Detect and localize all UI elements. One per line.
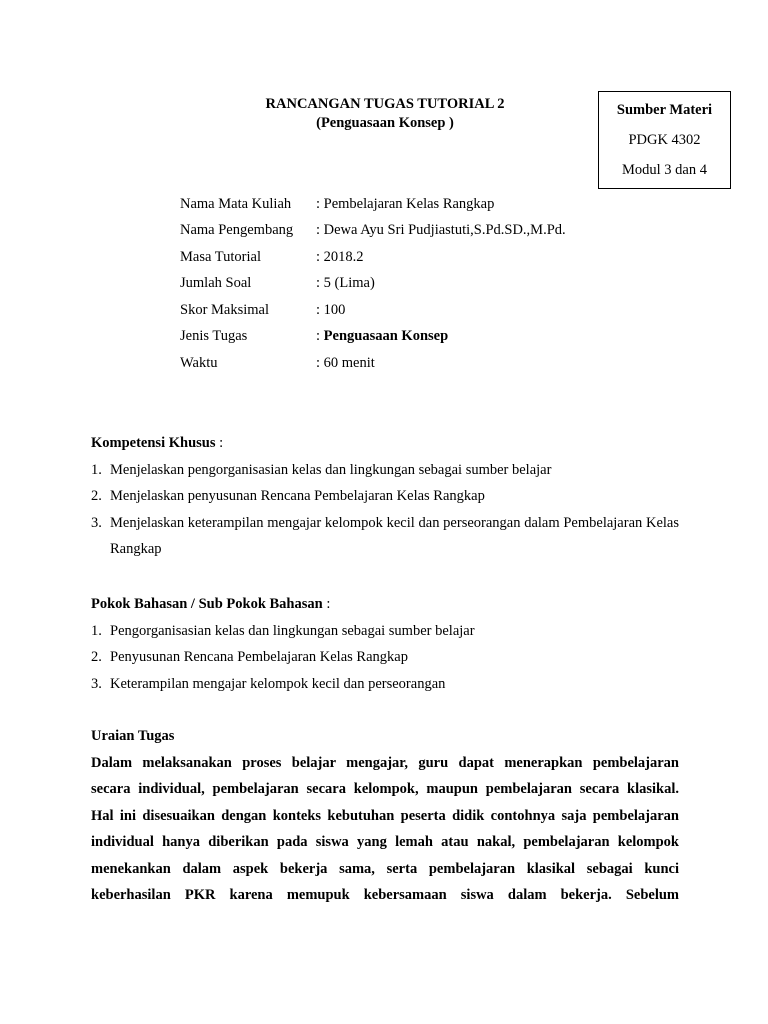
list-text: Penyusunan Rencana Pembelajaran Kelas Rangkap [110, 649, 408, 665]
uraian-tugas-title: Uraian Tugas [91, 728, 175, 744]
list-text: Keterampilan mengajar kelompok kecil dan perseorangan [110, 675, 446, 692]
list-text: Menjelaskan keterampilan mengajar kelompok kecil dan perseorangan dalam Pembelajaran Kelas Rangkap [110, 514, 679, 557]
list-item [91, 483, 679, 510]
list-number: 1. [91, 622, 102, 639]
uraian-line: keberhasilan PKR karena memupuk kebersamaan siswa dalam bekerja. Sebelum [91, 887, 679, 903]
info-label: Nama Mata Kuliah [180, 195, 292, 212]
info-row [180, 350, 566, 377]
info-row [180, 244, 566, 271]
info-row [180, 297, 566, 324]
info-value-prefix: : [316, 328, 324, 345]
module-range: Modul 3 dan 4 [622, 162, 707, 178]
info-row [180, 324, 566, 351]
pokok-bahasan-title: Pokok Bahasan / Sub Pokok Bahasan [91, 596, 323, 612]
course-code: PDGK 4302 [628, 132, 701, 148]
info-label: Masa Tutorial [180, 248, 261, 265]
uraian-line: Hal ini disesuaikan dengan konteks kebutuhan peserta didik contohnya saja pembelajaran [91, 807, 679, 824]
info-value: : Pembelajaran Kelas Rangkap [316, 195, 495, 212]
section-title [91, 430, 679, 457]
info-value [316, 324, 566, 351]
uraian-line: menekankan dalam aspek bekerja sama, serta pembelajaran klasikal sebagai kunci [91, 860, 679, 877]
list-number: 2. [91, 649, 102, 665]
pokok-bahasan-section [91, 591, 679, 697]
list-item [91, 618, 679, 645]
kompetensi-title: Kompetensi Khusus [91, 435, 216, 451]
list-text: Menjelaskan penyusunan Rencana Pembelajaran Kelas Rangkap [110, 488, 485, 504]
info-value: : 5 (Lima) [316, 275, 375, 292]
course-info-table [180, 191, 566, 377]
info-label: Waktu [180, 354, 218, 371]
uraian-line: Dalam melaksanakan proses belajar mengajar, guru dapat menerapkan pembelajaran [91, 754, 679, 771]
uraian-tugas-section [91, 723, 679, 909]
title-colon: : [215, 435, 224, 451]
kompetensi-section [91, 430, 679, 563]
info-row [180, 271, 566, 298]
info-value: : 60 menit [316, 354, 375, 371]
info-row [180, 191, 566, 218]
info-label: Skor Maksimal [180, 301, 270, 318]
list-item [91, 671, 679, 698]
info-label: Nama Pengembang [180, 222, 294, 239]
pokok-bahasan-list [91, 618, 679, 698]
title-colon: : [322, 596, 331, 612]
list-item [91, 644, 679, 671]
info-label: Jenis Tugas [180, 328, 248, 345]
info-label: Jumlah Soal [180, 275, 252, 292]
info-value: : Dewa Ayu Sri Pudjiastuti,S.Pd.SD.,M.Pd. [316, 222, 566, 239]
task-type-value: Penguasaan Konsep [323, 328, 449, 345]
uraian-line: individual hanya diberikan pada siswa yang lemah atau nakal, pembelajaran kelompok [91, 834, 679, 850]
list-item [91, 457, 679, 484]
info-row [180, 218, 566, 245]
document-title: RANCANGAN TUGAS TUTORIAL 2 [265, 96, 505, 112]
list-item [91, 510, 679, 563]
list-number: 3. [91, 514, 102, 531]
document-header [200, 95, 570, 133]
list-text: Menjelaskan pengorganisasian kelas dan lingkungan sebagai sumber belajar [110, 461, 552, 478]
kompetensi-list [91, 457, 679, 563]
list-number: 2. [91, 488, 102, 504]
section-title [91, 591, 679, 618]
document-subtitle: (Penguasaan Konsep ) [316, 115, 454, 131]
list-number: 1. [91, 461, 102, 478]
source-material-heading: Sumber Materi [616, 102, 713, 118]
source-material-box [598, 91, 731, 189]
list-text: Pengorganisasian kelas dan lingkungan sebagai sumber belajar [110, 622, 475, 639]
list-number: 3. [91, 675, 102, 692]
uraian-line: secara individual, pembelajaran secara kelompok, maupun pembelajaran secara klasikal. [91, 781, 679, 797]
info-value: : 100 [316, 301, 346, 318]
info-value: : 2018.2 [316, 248, 364, 265]
